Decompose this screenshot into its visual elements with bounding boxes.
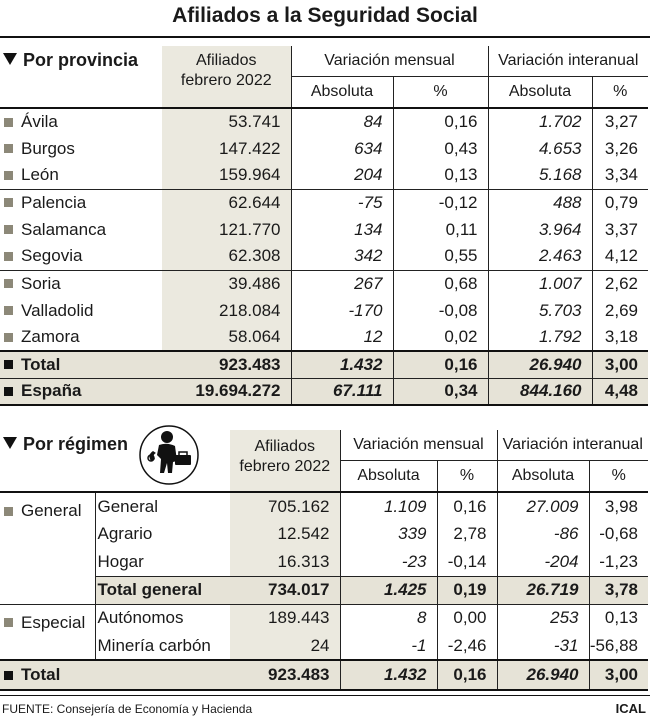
var-mensual-abs: -23: [340, 548, 437, 576]
bullet-icon: [4, 225, 13, 234]
var-interanual-pct: 0,13: [589, 604, 648, 632]
var-interanual-abs: 3.964: [488, 216, 592, 243]
regimen-table: [0, 430, 648, 691]
var-mensual-abs: 134: [291, 216, 393, 243]
province-name: León: [0, 162, 162, 189]
provincia-row: [0, 270, 648, 297]
var-interanual-pct: 3,27: [592, 108, 648, 135]
regimen-group-label: General: [0, 492, 95, 604]
regimen-section-title: Por régimen: [0, 430, 230, 492]
var-mensual-pct: 0,16: [437, 492, 497, 520]
var-interanual-abs: 488: [488, 189, 592, 216]
afiliados-value: 159.964: [162, 162, 291, 189]
var-mensual-abs: 339: [340, 520, 437, 548]
bullet-icon: [4, 671, 13, 680]
provincia-row: [0, 324, 648, 351]
var-mensual-pct: -0,12: [393, 189, 488, 216]
bullet-icon: [4, 144, 13, 153]
regimen-row: [0, 548, 648, 576]
regimen-name: Hogar: [97, 551, 144, 571]
var-interanual-abs: 26.719: [497, 576, 589, 604]
bullet-icon: [4, 306, 13, 315]
province-name: Palencia: [0, 189, 162, 216]
regimen-row: [0, 492, 648, 520]
afiliados-value: 734.017: [230, 576, 340, 604]
var-mensual-abs: 1.425: [340, 576, 437, 604]
var-mensual-pct: 2,78: [437, 520, 497, 548]
col-afiliados-header: Afiliados febrero 2022: [162, 46, 291, 108]
var-mensual-abs: -170: [291, 297, 393, 324]
var-interanual-pct: 3,26: [592, 135, 648, 162]
var-mensual-abs: 634: [291, 135, 393, 162]
afiliados-value: 218.084: [162, 297, 291, 324]
province-name: Valladolid: [0, 297, 162, 324]
var-mensual-abs: 342: [291, 243, 393, 270]
afiliados-value: 12.542: [230, 520, 340, 548]
afiliados-value: 53.741: [162, 108, 291, 135]
page-title: Afiliados a la Seguridad Social: [172, 4, 478, 27]
sub-pct-header: %: [437, 460, 497, 492]
triangle-down-icon: [3, 53, 17, 65]
col-var-mensual-header: Variación mensual: [340, 430, 497, 460]
var-mensual-abs: 12: [291, 324, 393, 351]
var-interanual-abs: 1.702: [488, 108, 592, 135]
footer: [0, 695, 650, 718]
var-mensual-pct: 0,13: [393, 162, 488, 189]
provincia-row: [0, 189, 648, 216]
var-mensual-pct: 0,00: [437, 604, 497, 632]
province-name: Salamanca: [0, 216, 162, 243]
regimen-subtotal-row: [0, 576, 648, 604]
top-rule: [0, 36, 650, 38]
var-interanual-pct: 0,79: [592, 189, 648, 216]
source-note: FUENTE: Consejería de Economía y Hacienda: [2, 702, 253, 716]
afiliados-value: 16.313: [230, 548, 340, 576]
provincia-row: [0, 216, 648, 243]
var-interanual-pct: -56,88: [589, 632, 648, 660]
bullet-icon: [4, 618, 13, 627]
provincia-row: [0, 135, 648, 162]
regimen-row: [0, 520, 648, 548]
var-mensual-pct: 0,43: [393, 135, 488, 162]
afiliados-value: 705.162: [230, 492, 340, 520]
var-interanual-abs: 1.007: [488, 270, 592, 297]
var-mensual-pct: 0,16: [393, 108, 488, 135]
var-mensual-pct: 0,68: [393, 270, 488, 297]
provincia-table: [0, 46, 648, 406]
var-interanual-pct: 2,62: [592, 270, 648, 297]
var-mensual-abs: -75: [291, 189, 393, 216]
var-mensual-abs: 8: [340, 604, 437, 632]
afiliados-value: 58.064: [162, 324, 291, 351]
bullet-icon: [4, 279, 13, 288]
regimen-group-label: Especial: [0, 604, 95, 660]
var-interanual-abs: -31: [497, 632, 589, 660]
sub-absoluta-header: Absoluta: [291, 76, 393, 108]
sub-pct-header: %: [393, 76, 488, 108]
triangle-down-icon: [3, 437, 17, 449]
var-interanual-abs: -86: [497, 520, 589, 548]
province-name: Soria: [0, 270, 162, 297]
province-name: Zamora: [0, 324, 162, 351]
var-interanual-abs: 5.168: [488, 162, 592, 189]
var-interanual-abs: 253: [497, 604, 589, 632]
var-interanual-pct: 3,98: [589, 492, 648, 520]
regimen-name: Agrario: [97, 524, 153, 543]
province-name: Segovia: [0, 243, 162, 270]
provincia-row: [0, 297, 648, 324]
col-var-interanual-header: Variación interanual: [488, 46, 648, 76]
var-mensual-abs: -1: [340, 632, 437, 660]
var-interanual-pct: 4,12: [592, 243, 648, 270]
afiliados-value: 189.443: [230, 604, 340, 632]
var-mensual-abs: 1.109: [340, 492, 437, 520]
var-interanual-abs: 2.463: [488, 243, 592, 270]
var-mensual-pct: -0,14: [437, 548, 497, 576]
provincia-row: [0, 162, 648, 189]
bullet-icon: [4, 198, 13, 207]
regimen-name: Minería carbón: [97, 635, 211, 655]
var-mensual-pct: 0,55: [393, 243, 488, 270]
var-interanual-abs: 27.009: [497, 492, 589, 520]
provincia-total-row: Total 923.483 1.432 0,16 26.940 3,00: [0, 351, 648, 378]
var-mensual-pct: -0,08: [393, 297, 488, 324]
regimen-name: Autónomos: [97, 608, 184, 628]
afiliados-value: 121.770: [162, 216, 291, 243]
var-mensual-pct: 0,19: [437, 576, 497, 604]
var-mensual-abs: 204: [291, 162, 393, 189]
bullet-icon: [4, 360, 13, 369]
var-interanual-pct: -0,68: [589, 520, 648, 548]
sub-pct-header: %: [589, 460, 648, 492]
var-interanual-abs: 5.703: [488, 297, 592, 324]
bullet-icon: [4, 507, 13, 516]
afiliados-value: 62.308: [162, 243, 291, 270]
var-mensual-abs: 267: [291, 270, 393, 297]
regimen-name: Total general: [95, 576, 230, 604]
regimen-total-row: Total 923.483 1.432 0,16 26.940 3,00: [0, 660, 648, 690]
var-interanual-pct: 3,78: [589, 576, 648, 604]
var-mensual-pct: 0,02: [393, 324, 488, 351]
var-interanual-pct: -1,23: [589, 548, 648, 576]
sub-absoluta-header: Absoluta: [340, 460, 437, 492]
var-interanual-pct: 3,37: [592, 216, 648, 243]
provincia-espana-row: España 19.694.272 67.111 0,34 844.160 4,48: [0, 378, 648, 405]
var-interanual-abs: 4.653: [488, 135, 592, 162]
var-interanual-abs: 1.792: [488, 324, 592, 351]
afiliados-value: 62.644: [162, 189, 291, 216]
var-mensual-pct: -2,46: [437, 632, 497, 660]
afiliados-value: 24: [230, 632, 340, 660]
afiliados-value: 39.486: [162, 270, 291, 297]
bullet-icon: [4, 333, 13, 342]
sub-absoluta-header: Absoluta: [488, 76, 592, 108]
var-interanual-pct: 3,34: [592, 162, 648, 189]
var-interanual-abs: -204: [497, 548, 589, 576]
var-mensual-pct: 0,11: [393, 216, 488, 243]
provincia-row: [0, 243, 648, 270]
province-name: Ávila: [0, 108, 162, 135]
sub-pct-header: %: [592, 76, 648, 108]
col-var-mensual-header: Variación mensual: [291, 46, 488, 76]
bullet-icon: [4, 387, 13, 396]
var-interanual-pct: 2,69: [592, 297, 648, 324]
regimen-row: [0, 632, 648, 660]
bullet-icon: [4, 118, 13, 127]
var-mensual-abs: 84: [291, 108, 393, 135]
province-name: Burgos: [0, 135, 162, 162]
regimen-name: General: [97, 496, 158, 516]
provincia-section-title: Por provincia: [0, 46, 162, 108]
afiliados-value: 147.422: [162, 135, 291, 162]
col-afiliados-header: Afiliados febrero 2022: [230, 430, 340, 492]
provincia-row: [0, 108, 648, 135]
brand-label: ICAL: [615, 701, 646, 716]
col-var-interanual-header: Variación interanual: [497, 430, 648, 460]
var-interanual-pct: 3,18: [592, 324, 648, 351]
sub-absoluta-header: Absoluta: [497, 460, 589, 492]
bullet-icon: [4, 171, 13, 180]
bullet-icon: [4, 252, 13, 261]
regimen-row: [0, 604, 648, 632]
